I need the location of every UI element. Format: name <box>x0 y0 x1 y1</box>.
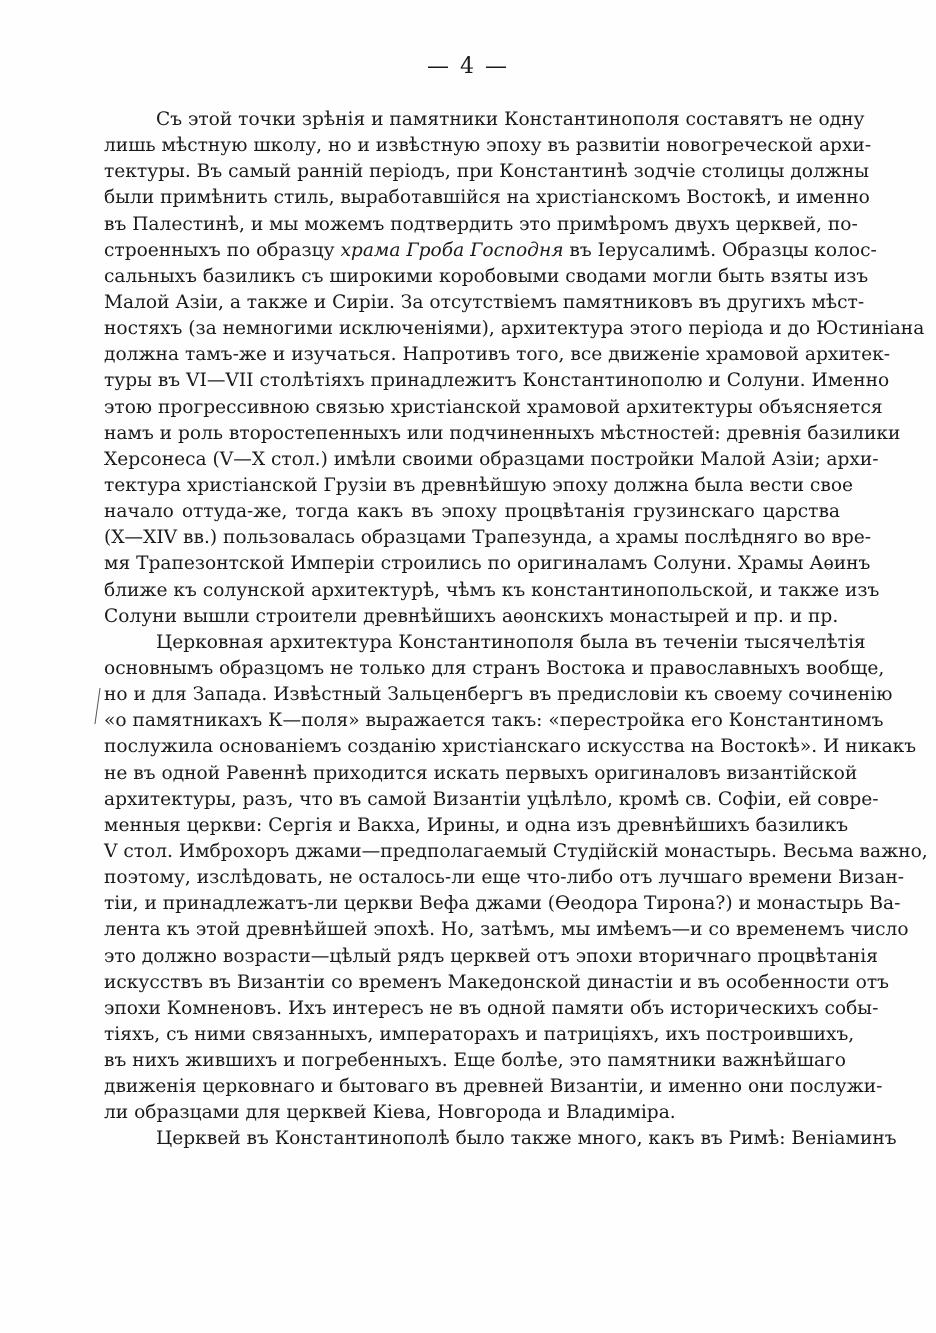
body-text <box>104 107 928 1153</box>
text-line: это должно возрасти—цѣлый рядъ церквей отъ эпохи вторичнаго процвѣтанія <box>104 945 878 967</box>
margin-pencil-mark <box>94 688 102 724</box>
text-line: «о памятникахъ К—поля» выражается такъ: «перестройка его Константиномъ <box>104 710 884 732</box>
text-line <box>104 238 877 264</box>
text-line: этою прогрессивною связью христіанской храмовой архитектуры объясняется <box>104 396 883 418</box>
text-line: тіи, и принадлежатъ-ли церкви Вефа джами (Ѳеодора Тирона?) и монастырь Ва- <box>104 893 901 915</box>
text-line: Церковная архитектура Константинополя была въ теченіи тысячелѣтія <box>156 631 866 653</box>
text-line: менныя церкви: Сергія и Вакха, Ирины, и одна изъ древнѣйшихъ базиликъ <box>104 814 849 836</box>
page-number: — 4 — <box>427 54 509 79</box>
text-line: искусствъ въ Византіи со временъ Македонской династіи и въ особенности отъ <box>104 971 889 993</box>
text-line: были примѣнить стиль, выработавшійся на христіанскомъ Востокѣ, и именно <box>104 187 870 209</box>
text-line: мя Трапезонтской Имперіи строились по оригиналамъ Солуни. Храмы Аѳинъ <box>104 553 871 575</box>
text-line: сальныхъ базиликъ съ широкими коробовыми сводами могли быть взяты изъ <box>104 265 869 287</box>
text-line: Солуни вышли строители древнѣйшихъ аѳонскихъ монастырей и пр. и пр. <box>104 605 839 627</box>
text-line: Церквей въ Константинополѣ было также много, какъ въ Римѣ: Веніаминъ <box>156 1128 897 1150</box>
text-segment: въ Іерусалимѣ. Образцы колос- <box>563 239 877 261</box>
text-line: должна тамъ-же и изучаться. Напротивъ того, все движеніе храмовой архитек- <box>104 344 890 366</box>
text-line: поэтому, изслѣдовать, не осталось-ли еще что-либо отъ лучшаго времени Визан- <box>104 867 905 889</box>
text-line: лента къ этой древнѣйшей эпохѣ. Но, затѣмъ, мы имѣемъ—и со временемъ число <box>104 919 909 941</box>
text-line: эпохи Комненовъ. Ихъ интересъ не въ одной памяти объ историческихъ собы- <box>104 997 879 1019</box>
text-line: намъ и роль второстепенныхъ или подчиненныхъ мѣстностей: древнія базилики <box>104 422 901 444</box>
text-line: послужила основаніемъ созданію христіанскаго искусства на Востокѣ». И никакъ <box>104 736 917 758</box>
text-line: въ Палестинѣ, и мы можемъ подтвердить это примѣромъ двухъ церквей, по- <box>104 213 858 235</box>
text-line: лишь мѣстную школу, но и извѣстную эпоху въ развитіи новогреческой архи- <box>104 135 872 157</box>
text-line: Херсонеса (V—X стол.) имѣли своими образцами постройки Малой Азіи; архи- <box>104 448 879 470</box>
text-line: тектуры. Въ самый ранній періодъ, при Константинѣ зодчіе столицы должны <box>104 161 870 183</box>
text-line: тіяхъ, съ ними связанныхъ, императорахъ и патриціяхъ, ихъ построившихъ, <box>104 1023 855 1045</box>
text-line: туры въ VI—VII столѣтіяхъ принадлежитъ Константинополю и Солуни. Именно <box>104 370 890 392</box>
text-line: архитектуры, разъ, что въ самой Византіи уцѣлѣло, кромѣ св. Софіи, ей совре- <box>104 788 879 810</box>
text-segment: строенныхъ по образцу <box>104 239 341 261</box>
text-line: Малой Азіи, а также и Сиріи. За отсутствіемъ памятниковъ въ другихъ мѣст- <box>104 291 865 313</box>
italic-title: храма Гроба Господня <box>340 239 564 261</box>
text-line: въ нихъ жившихъ и погребенныхъ. Еще болѣе, это памятники важнѣйшаго <box>104 1050 846 1072</box>
text-line: движенія церковнаго и бытоваго въ древней Византіи, и именно они послужи- <box>104 1076 883 1098</box>
text-line: но и для Запада. Извѣстный Зальценбергъ въ предисловіи къ своему сочиненію <box>104 684 893 706</box>
text-line: тектура христіанской Грузіи въ древнѣйшую эпоху должна была вести свое <box>104 474 854 496</box>
text-line: начало оттуда-же, тогда какъ въ эпоху процвѣтанія грузинскаго царства <box>104 501 840 523</box>
text-line: не въ одной Равеннѣ приходится искать первыхъ оригиналовъ византійской <box>104 762 858 784</box>
text-line: ностяхъ (за немногими исключеніями), архитектура этого періода и до Юстиніана <box>104 318 925 340</box>
text-line: V стол. Имброхоръ джами—предполагаемый Студійскій монастырь. Весьма важно, <box>104 840 928 862</box>
text-line: (X—XIV вв.) пользовалась образцами Трапезунда, а храмы послѣдняго во вре- <box>104 527 872 549</box>
text-line: ближе къ солунской архитектурѣ, чѣмъ къ константинопольской, и также изъ <box>104 579 880 601</box>
text-line: ли образцами для церквей Кіева, Новгорода и Владиміра. <box>104 1102 676 1124</box>
text-line: Съ этой точки зрѣнія и памятники Константинополя составятъ не одну <box>156 109 865 130</box>
text-line: основнымъ образцомъ не только для странъ Востока и православныхъ вообще, <box>104 657 885 679</box>
